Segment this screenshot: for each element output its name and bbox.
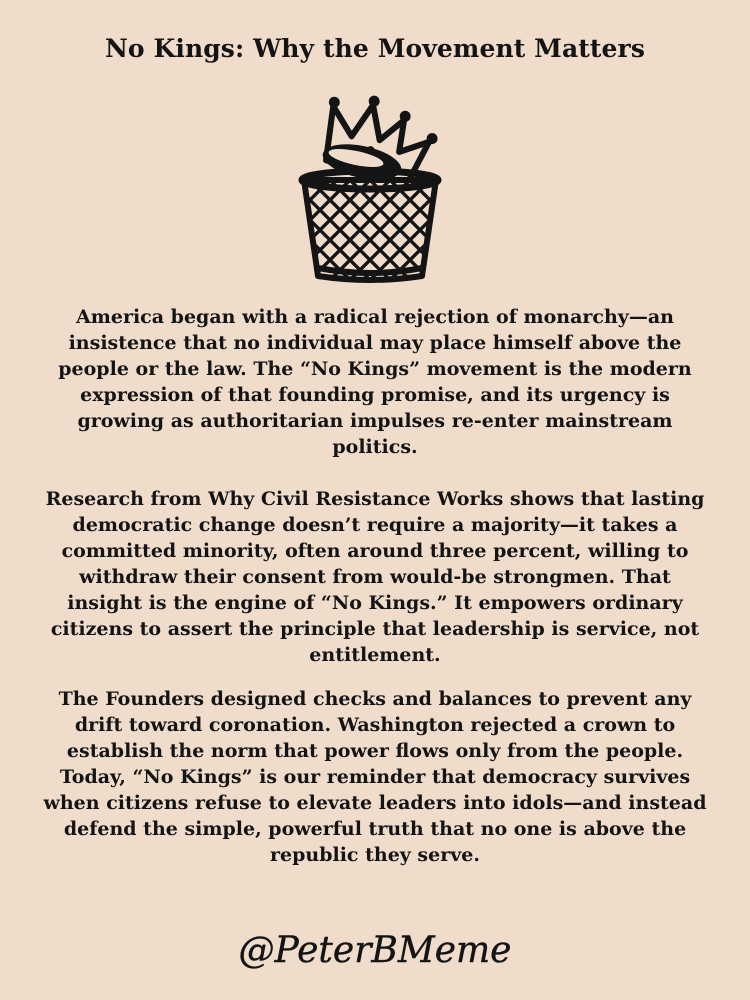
signature-handle bbox=[225, 918, 525, 982]
paragraph-founders: The Founders designed checks and balances to prevent any drift toward coronation. Washington rejected a crown to establish the norm that power flows only from the people. Today, “No Kings” is our reminder that democracy survives when citizens refuse to elevate leaders into idols—and instead defend the simple, powerful truth that no one is above the republic they serve. bbox=[43, 688, 707, 866]
signature-text: @PeterBMeme bbox=[238, 930, 512, 971]
page-title: No Kings: Why the Movement Matters bbox=[104, 34, 646, 63]
paragraph-monarchy: America began with a radical rejection of monarchy—an insistence that no individual may place himself above the people or the law. The “No Kings” movement is the modern expression of that founding promise, and its urgency is growing as authoritarian impulses re-enter mainstream politics. bbox=[58, 306, 692, 458]
paragraph-civil-resistance: Research from Why Civil Resistance Works shows that lasting democratic change doesn’t require a majority—it takes a committed minority, often around three percent, willing to withdraw their consent from would-be strongmen. That insight is the engine of “No Kings.” It empowers ordinary citizens to assert the principle that leadership is service, not entitlement. bbox=[45, 488, 705, 666]
trash-basket-icon bbox=[290, 171, 450, 290]
crown-in-trash-basket-icon bbox=[290, 92, 450, 292]
